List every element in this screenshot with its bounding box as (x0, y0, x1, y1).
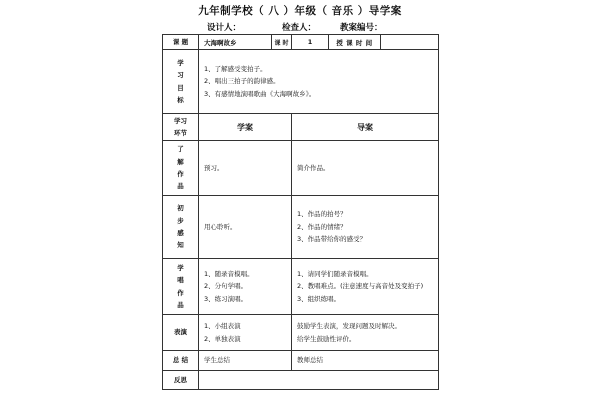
goal-item: 3、有感情地演唱歌曲《大海啊故乡》。 (204, 89, 316, 98)
stage-label: 反思 (163, 371, 199, 390)
lesson-plan-table (162, 34, 439, 390)
time-label: 授 课 时 间 (329, 35, 381, 50)
stage-row-perceive (163, 196, 439, 259)
teacher-cell: 教师总结 (292, 351, 439, 371)
teacher-cell: 简介作品。 (292, 141, 439, 196)
designer-label: 设计人： (207, 23, 242, 33)
time-value (381, 35, 439, 50)
goals-content (199, 50, 439, 114)
teacher-cell: 1、请同学们随录音模唱。 2、教唱难点。(注意速度与高音处及变拍子) 3、组织练唱。 (292, 259, 439, 315)
goal-item: 2、唱出三拍子的韵律感。 (204, 77, 280, 86)
student-cell: 预习。 (199, 141, 292, 196)
student-cell: 学生总结 (199, 351, 292, 371)
goals-row (163, 50, 439, 114)
goals-label: 学 习 目 标 (163, 50, 199, 114)
teacher-plan-header: 导案 (292, 114, 439, 141)
section-header-row (163, 114, 439, 141)
hours-label: 课 时 (272, 35, 292, 50)
topic-label: 课 题 (163, 35, 199, 50)
hours-value: 1 (292, 35, 329, 50)
number-label: 教案编号： (340, 23, 383, 33)
stage-row-perform (163, 315, 439, 351)
stage-row-summary (163, 351, 439, 371)
section-label: 学习 环节 (163, 114, 199, 141)
reflection-cell (199, 371, 439, 390)
stage-row-reflection (163, 371, 439, 390)
student-plan-header: 学案 (199, 114, 292, 141)
teacher-cell: 鼓励学生表演，发现问题及时解决。 给学生鼓励性评价。 (292, 315, 439, 351)
teacher-cell: 1、作品的拍号？ 2、作品的情绪？ 3、作品带给你的感受？ (292, 196, 439, 259)
stage-label: 学 唱 作 品 (163, 259, 199, 315)
stage-label: 了 解 作 品 (163, 141, 199, 196)
goal-item: 1、了解感受变拍子。 (204, 64, 267, 73)
topic-value: 大海啊故乡 (199, 35, 272, 50)
student-cell: 1、小组表演 2、单独表演 (199, 315, 292, 351)
stage-label: 初 步 感 知 (163, 196, 199, 259)
student-cell: 用心聆听。 (199, 196, 292, 259)
stage-label: 总 结 (163, 351, 199, 371)
student-cell: 1、随录音模唱。 2、分句学唱。 3、练习演唱。 (199, 259, 292, 315)
checker-label: 检查人： (282, 23, 317, 33)
stage-row-understand (163, 141, 439, 196)
page-title: 九年制学校（ 八 ）年级（ 音乐 ）导学案 (198, 5, 402, 17)
stage-label: 表演 (163, 315, 199, 351)
info-row (163, 35, 439, 50)
stage-row-learn (163, 259, 439, 315)
meta-line (0, 21, 600, 33)
